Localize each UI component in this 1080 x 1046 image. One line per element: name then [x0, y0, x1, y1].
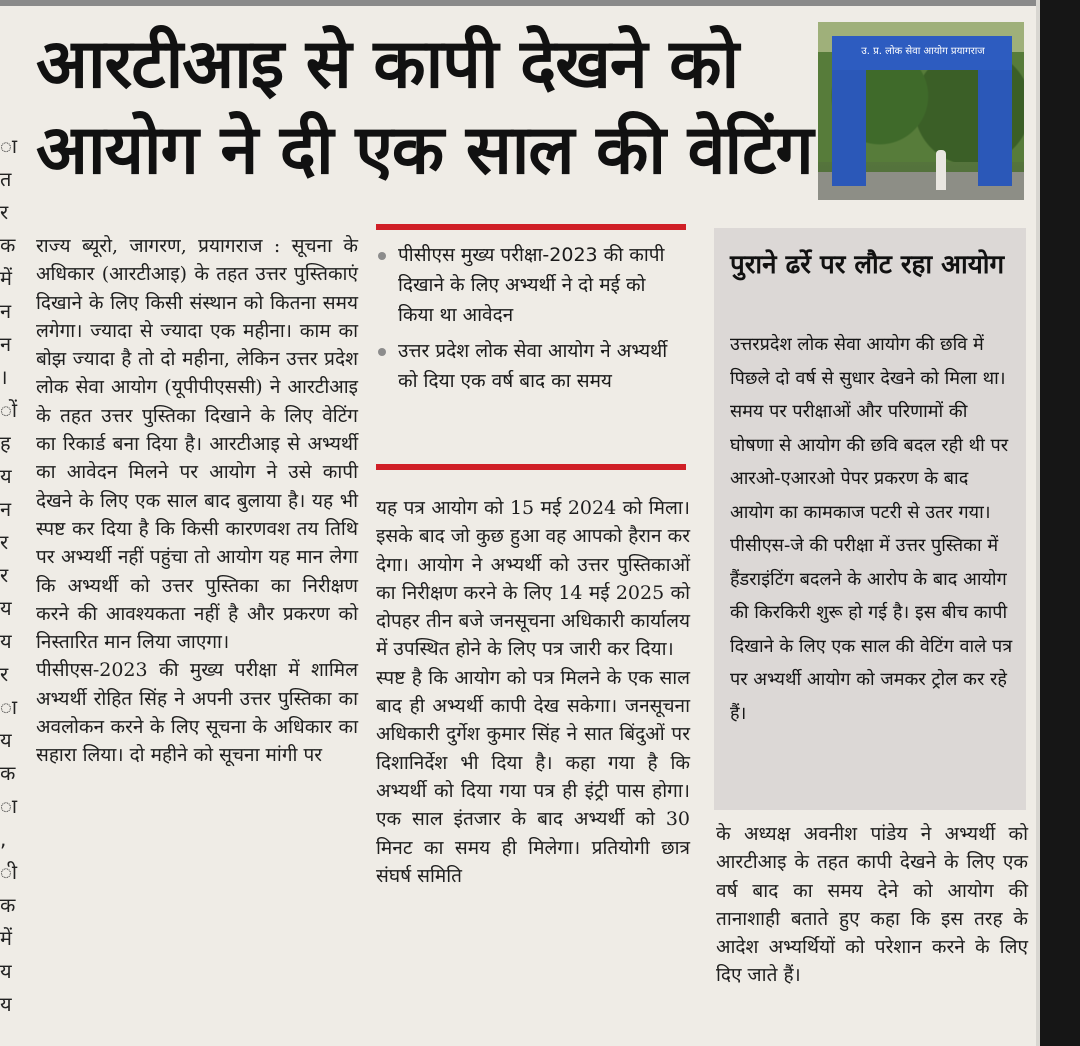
article-paragraph: के अध्यक्ष अवनीश पांडेय ने अभ्यर्थी को आरटीआइ के तहत कापी देखने के लिए एक वर्ष बाद का समय देने को आयोग की तानाशाही बताते हुए कहा कि इस तरह के आदेश अभ्यर्थियों को परेशान करने के लिए दिए जाते हैं। — [716, 823, 1028, 987]
strip-char: न — [0, 299, 12, 323]
strip-char: य — [0, 728, 12, 752]
gate-sign: उ. प्र. लोक सेवा आयोग प्रयागराज — [861, 46, 985, 57]
article-paragraph: राज्य ब्यूरो, जागरण, प्रयागराज : सूचना के अधिकार (आरटीआइ) के तहत उत्तर पुस्तिकाएं दिखाने के लिए किसी संस्थान को कितना समय लगेगा। ज्यादा से ज्यादा एक महीना। काम का बोझ ज्यादा है तो दो महीना, लेकिन उत्तर प्रदेश लोक सेवा आयोग (यूपीपीएससी) ने आरटीआइ के तहत उत्तर पुस्तिका दिखाने के लिए वेटिंग का रिकार्ड बना दिया है। आरटीआइ से अभ्यर्थी का आवेदन मिलने पर आयोग ने उसे कापी देखने के लिए एक साल बाद बुलाया है। यह भी स्पष्ट कर दिया है कि किसी कारणवश तय तिथि पर अभ्यर्थी नहीं पहुंचा तो आयोग यह मान लेगा कि अभ्यर्थी को उत्तर पुस्तिका का निरीक्षण करने की आवश्यकता नहीं है और प्रकरण को निस्तारित मान लिया जाएगा। — [36, 235, 358, 654]
strip-char: न — [0, 332, 12, 356]
strip-char: ह — [0, 431, 11, 455]
strip-char: । — [0, 365, 8, 389]
strip-char: क — [0, 761, 16, 785]
bullet-icon — [378, 252, 386, 260]
strip-char: र — [0, 662, 9, 686]
highlight-text: पीसीएस मुख्य परीक्षा-2023 की कापी दिखाने के लिए अभ्यर्थी ने दो मई को किया था आवेदन — [398, 244, 665, 326]
strip-char: क — [0, 233, 16, 257]
highlight-text: उत्तर प्रदेश लोक सेवा आयोग ने अभ्यर्थी को दिया एक वर्ष बाद का समय — [398, 340, 668, 392]
page-edge-shadow — [1040, 0, 1080, 1046]
strip-char: ों — [0, 398, 18, 422]
strip-char: में — [0, 926, 12, 950]
strip-char: य — [0, 596, 12, 620]
sidebar-body: उत्तरप्रदेश लोक सेवा आयोग की छवि में पिछले दो वर्ष से सुधार देखने को मिला था। समय पर परीक्षाओं और परिणामों की घोषणा से आयोग की छवि बदल रही थी पर आरओ-एआरओ पेपर प्रकरण के बाद आयोग का कामकाज पटरी से उतर गया। पीसीएस-जे की परीक्षा में उत्तर पुस्तिका में हैंडराइंटिंग बदलने के आरोप के बाद आयोग की किरकिरी शुरू हो गई है। इस बीच कापी दिखाने के लिए एक साल की वेटिंग वाले पत्र पर अभ्यर्थी आयोग को जमकर ट्रोल कर रहे हैं। — [730, 334, 1013, 724]
strip-char: य — [0, 464, 12, 488]
highlights-list — [376, 240, 686, 402]
article-column-1 — [36, 232, 358, 770]
headline — [36, 22, 813, 194]
strip-char: य — [0, 959, 12, 983]
commission-gate-photo — [818, 22, 1024, 200]
headline-line-1: आरटीआइ से कापी देखने को — [36, 25, 739, 104]
article-column-2 — [376, 494, 690, 890]
strip-char: र — [0, 530, 9, 554]
article-column-3 — [716, 820, 1028, 990]
photo-person — [936, 150, 946, 190]
strip-char: में — [0, 266, 12, 290]
strip-char: य — [0, 992, 12, 1016]
strip-char: ा — [0, 134, 18, 158]
article-paragraph: पीसीएस-2023 की मुख्य परीक्षा में शामिल अभ्यर्थी रोहित सिंह ने अपनी उत्तर पुस्तिका का अवलोकन करने के लिए सूचना के अधिकार का सहारा लिया। दो महीने को सूचना मांगी पर — [36, 659, 358, 767]
highlight-rule-top — [376, 224, 686, 230]
top-border — [0, 0, 1040, 6]
strip-char: ा — [0, 695, 18, 719]
strip-char: य — [0, 629, 12, 653]
strip-char: , — [0, 827, 7, 851]
strip-char: ी — [0, 860, 18, 884]
strip-char: न — [0, 497, 12, 521]
strip-char: ा — [0, 794, 18, 818]
sidebar-box — [714, 228, 1026, 810]
strip-char: र — [0, 200, 9, 224]
highlight-item — [376, 240, 686, 330]
sidebar-title: पुराने ढर्रे पर लौट रहा आयोग — [730, 250, 1005, 280]
adjacent-article-strip — [0, 130, 18, 1040]
article-paragraph: यह पत्र आयोग को 15 मई 2024 को मिला। इसके बाद जो कुछ हुआ वह आपको हैरान कर देगा। आयोग ने अभ्यर्थी को उत्तर पुस्तिकाओं का निरीक्षण करने के लिए 14 मई 2025 को दोपहर तीन बजे जनसूचना अधिकारी कार्यालय में उपस्थित होने के लिए पत्र जारी कर दिया। — [376, 497, 690, 661]
highlight-item — [376, 336, 686, 396]
strip-char: र — [0, 563, 9, 587]
bullet-icon — [378, 348, 386, 356]
highlight-rule-bottom — [376, 464, 686, 470]
strip-char: क — [0, 893, 16, 917]
article-paragraph: स्पष्ट है कि आयोग को पत्र मिलने के एक साल बाद ही अभ्यर्थी कापी देख सकेगा। जनसूचना अधिकारी दुर्गेश कुमार सिंह ने सात बिंदुओं पर दिशानिर्देश भी दिया है। कहा गया है कि अभ्यर्थी को दिया गया पत्र ही इंट्री पास होगा। एक साल इंतजार के बाद अभ्यर्थी को 30 मिनट का समय ही मिलेगा। प्रतियोगी छात्र संघर्ष समिति — [376, 666, 690, 887]
strip-char: त — [0, 167, 12, 191]
headline-line-2: आयोग ने दी एक साल की वेटिंग — [36, 111, 813, 190]
